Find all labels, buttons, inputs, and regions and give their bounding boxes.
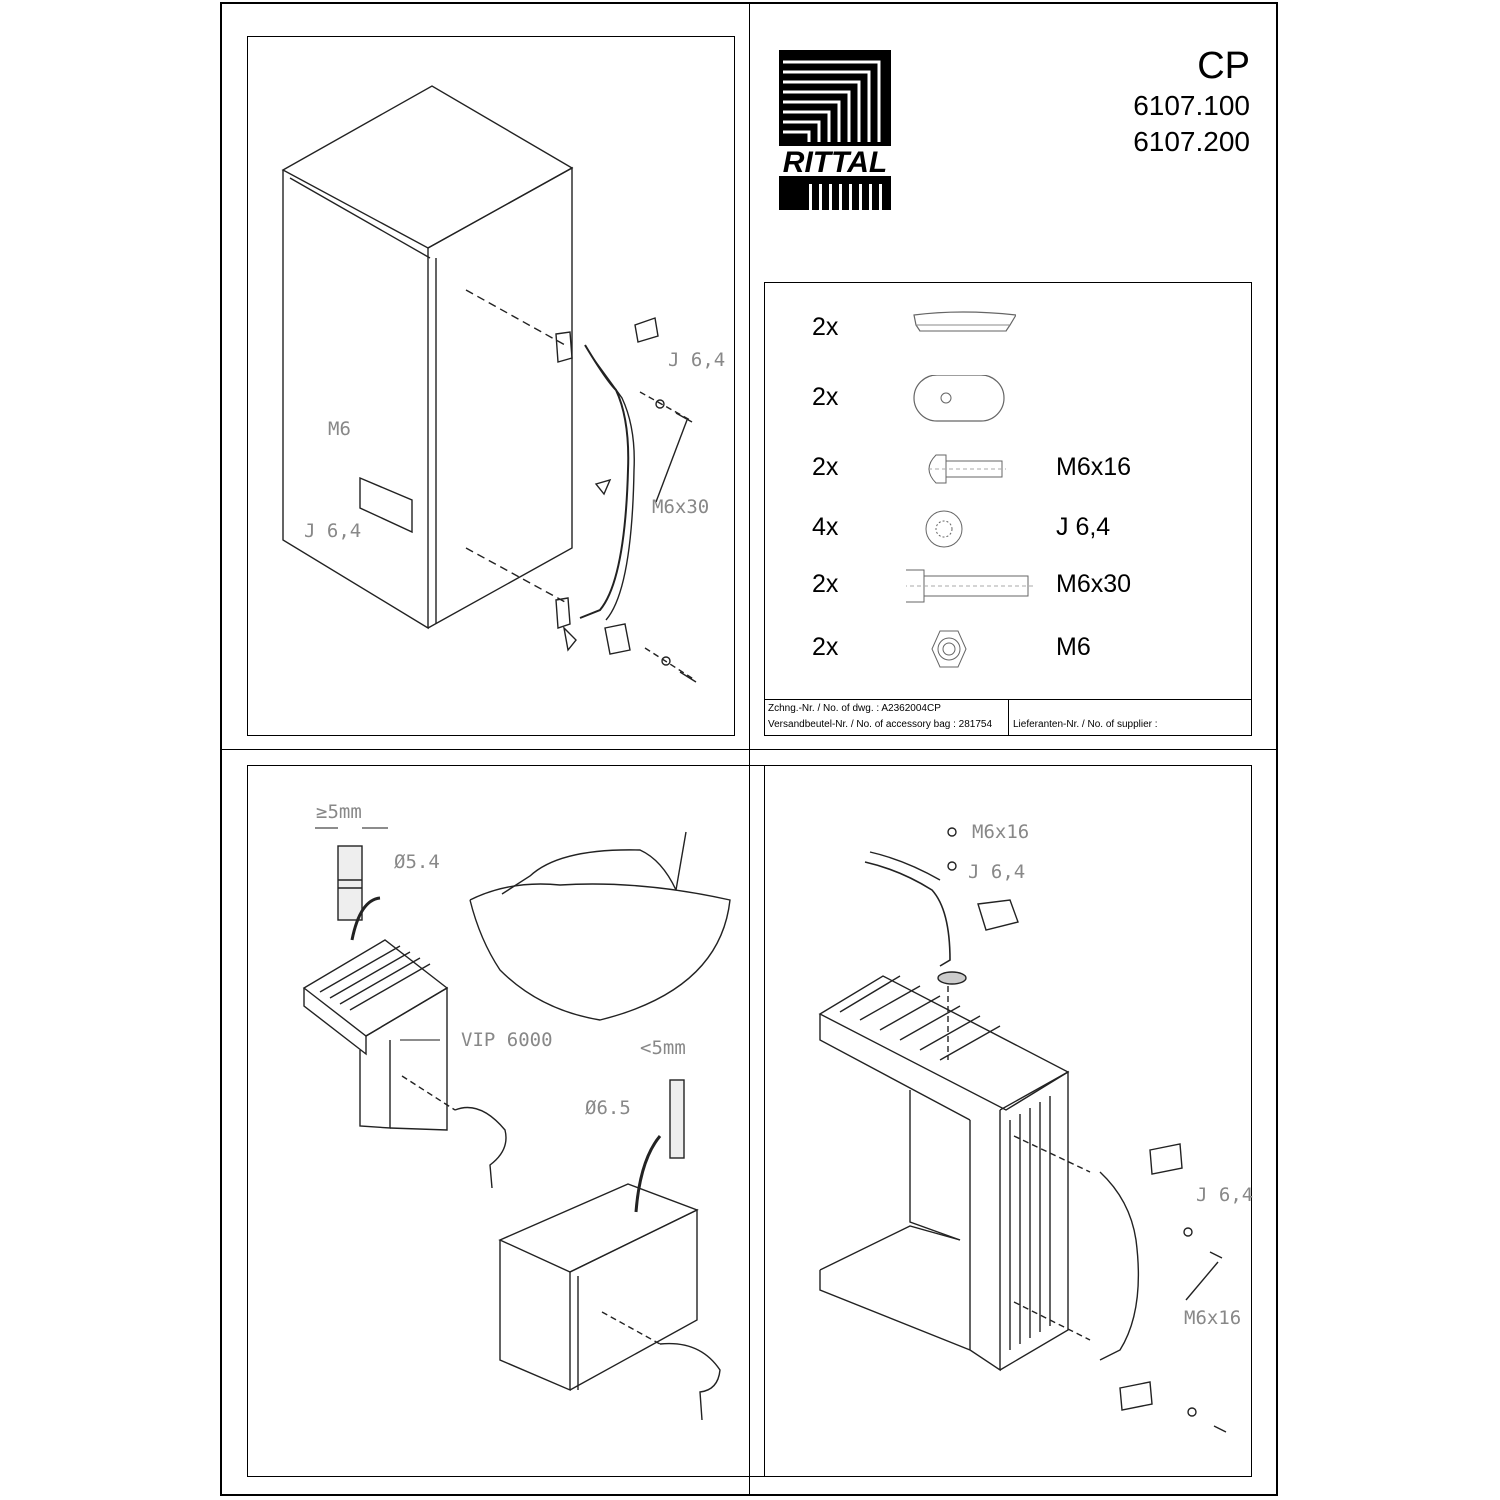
cabinet-illustration xyxy=(283,86,696,682)
logo-text: RITTAL xyxy=(782,146,888,179)
callout-j64-right: J 6,4 xyxy=(1196,1184,1254,1206)
drilling-illustration-2 xyxy=(500,1080,720,1420)
part-name: M6x16 xyxy=(1056,453,1132,481)
callout-min-5mm: ≥5mm xyxy=(316,801,362,823)
callout-j64: J 6,4 xyxy=(968,861,1026,883)
supplier-number: Lieferanten-Nr. / No. of supplier : xyxy=(1013,719,1158,730)
drilling-illustration-1 xyxy=(304,828,730,1188)
callout-m6x30: M6x30 xyxy=(652,496,710,518)
part-qty: 2x xyxy=(812,453,839,481)
callout-m6: M6 xyxy=(328,418,351,440)
part-qty: 2x xyxy=(812,313,839,341)
part-number-1: 6107.100 xyxy=(1133,90,1250,121)
product-code: CP xyxy=(1197,45,1250,87)
part-qty: 2x xyxy=(812,570,839,598)
drawing-number: Zchng.-Nr. / No. of dwg. : A2362004CP xyxy=(768,703,941,714)
part-name: M6x30 xyxy=(1056,570,1132,598)
accessory-bag-number: Versandbeutel-Nr. / No. of accessory bag : 281754 xyxy=(768,719,993,730)
callout-j64-upper: J 6,4 xyxy=(668,349,726,371)
callouts-panel2 xyxy=(316,801,686,1119)
part-name: J 6,4 xyxy=(1056,513,1111,541)
callout-dia-65: Ø6.5 xyxy=(585,1097,631,1119)
callouts-panel1 xyxy=(304,349,725,542)
callout-dia-54: Ø5.4 xyxy=(394,851,440,873)
part-name: M6 xyxy=(1056,633,1091,661)
callout-m6x16-right: M6x16 xyxy=(1184,1307,1242,1329)
callout-m6x16: M6x16 xyxy=(972,821,1030,843)
part-number-2: 6107.200 xyxy=(1133,126,1250,157)
part-qty: 2x xyxy=(812,383,839,411)
part-qty: 4x xyxy=(812,513,839,541)
vip-unit-illustration xyxy=(820,828,1226,1432)
callout-j64: J 6,4 xyxy=(304,520,362,542)
callout-vip-6000: VIP 6000 xyxy=(461,1029,553,1051)
part-qty: 2x xyxy=(812,633,839,661)
callout-max-5mm: <5mm xyxy=(640,1037,686,1059)
